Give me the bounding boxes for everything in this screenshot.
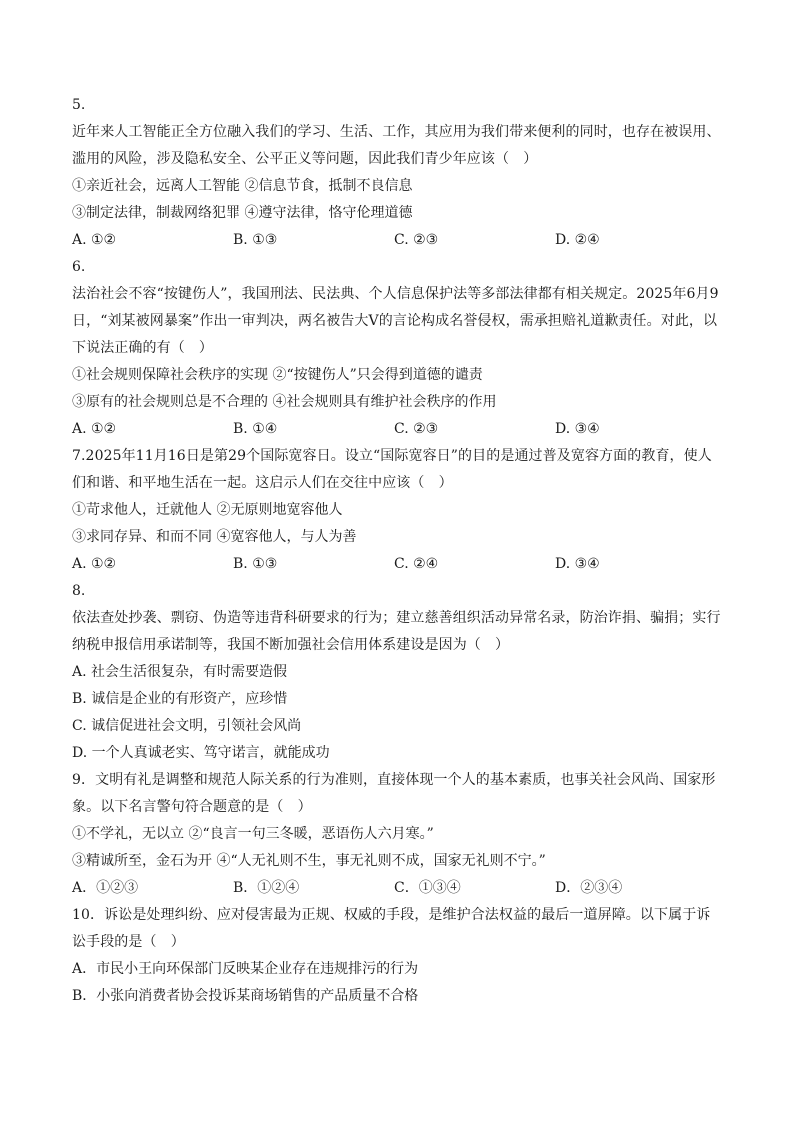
option-c: C. ②④ <box>394 556 439 572</box>
choice-a: A. 社会生活很复杂，有时需要造假 <box>72 664 288 680</box>
option-b: B. ①④ <box>233 421 278 437</box>
option-row <box>72 227 722 254</box>
option-b: B. ①③ <box>233 232 278 248</box>
option-d: D．②③④ <box>555 880 623 896</box>
option-a: A. ①② <box>72 232 117 248</box>
question-10 <box>72 902 722 1010</box>
statement-line: ①亲近社会，远离人工智能 ②信息节食，抵制不良信息 <box>72 178 413 194</box>
question-8 <box>72 578 722 767</box>
option-row <box>72 875 722 902</box>
choice-a: A．市民小王向环保部门反映某企业存在违规排污的行为 <box>72 961 419 977</box>
option-b: B．①②④ <box>233 880 300 896</box>
option-c: C．①③④ <box>394 880 461 896</box>
question-number: 5. <box>72 97 86 113</box>
statement-line: ①不学礼，无以立 ②“良言一句三冬暖，恶语伤人六月寒。” <box>72 826 434 842</box>
question-stem: 法治社会不容“按键伤人”，我国刑法、民法典、个人信息保护法等多部法律都有相关规定。2025年6月9日，“刘某被网暴案”作出一审判决，两名被告大V的言论构成名誉侵权，需承担赔礼道歉责任。对此，以下说法正确的有（ ） <box>72 286 719 356</box>
question-9 <box>72 767 722 902</box>
choice-b: B．小张向消费者协会投诉某商场销售的产品质量不合格 <box>72 988 419 1004</box>
option-c: C. ②③ <box>394 421 439 437</box>
statement-line: ①社会规则保障社会秩序的实现 ②“按键伤人”只会得到道德的谴责 <box>72 367 483 383</box>
option-row <box>72 551 722 578</box>
question-number: 6. <box>72 259 86 275</box>
question-stem: 7.2025年11月16日是第29个国际宽容日。设立“国际宽容日”的目的是通过普及宽容方面的教育，使人们和谐、和平地生活在一起。这启示人们在交往中应该（ ） <box>72 448 712 491</box>
option-d: D. ②④ <box>555 232 600 248</box>
question-5 <box>72 92 722 254</box>
statement-line: ③精诚所至，金石为开 ④“人无礼则不生，事无礼则不成，国家无礼则不宁。” <box>72 853 546 869</box>
exam-page <box>72 92 722 1010</box>
statement-line: ①苛求他人，迁就他人 ②无原则地宽容他人 <box>72 502 343 518</box>
choice-c: C. 诚信促进社会文明，引领社会风尚 <box>72 718 302 734</box>
option-a: A．①②③ <box>72 880 139 896</box>
question-stem: 近年来人工智能正全方位融入我们的学习、生活、工作，其应用为我们带来便利的同时，也存在被误用、滥用的风险，涉及隐私安全、公平正义等问题，因此我们青少年应该（ ） <box>72 124 721 167</box>
option-a: A. ①② <box>72 421 117 437</box>
question-7 <box>72 443 722 578</box>
question-stem: 依法查处抄袭、剽窃、伪造等违背科研要求的行为；建立慈善组织活动异常名录，防治诈捐、骗捐；实行纳税申报信用承诺制等，我国不断加强社会信用体系建设是因为（ ） <box>72 610 721 653</box>
question-number: 8. <box>72 583 86 599</box>
option-row <box>72 416 722 443</box>
statement-line: ③原有的社会规则总是不合理的 ④社会规则具有维护社会秩序的作用 <box>72 394 497 410</box>
question-stem: 9．文明有礼是调整和规范人际关系的行为准则，直接体现一个人的基本素质，也事关社会风尚、国家形象。以下名言警句符合题意的是（ ） <box>72 772 716 815</box>
choice-d: D. 一个人真诚老实、笃守诺言，就能成功 <box>72 745 330 761</box>
option-d: D. ③④ <box>555 421 600 437</box>
question-stem: 10．诉讼是处理纠纷、应对侵害最为正规、权威的手段，是维护合法权益的最后一道屏障。以下属于诉讼手段的是（ ） <box>72 907 711 950</box>
question-6 <box>72 254 722 443</box>
statement-line: ③求同存异、和而不同 ④宽容他人，与人为善 <box>72 529 357 545</box>
option-d: D. ③④ <box>555 556 600 572</box>
choice-b: B. 诚信是企业的有形资产，应珍惜 <box>72 691 288 707</box>
statement-line: ③制定法律，制裁网络犯罪 ④遵守法律，恪守伦理道德 <box>72 205 413 221</box>
option-a: A. ①② <box>72 556 117 572</box>
option-b: B. ①③ <box>233 556 278 572</box>
option-c: C. ②③ <box>394 232 439 248</box>
